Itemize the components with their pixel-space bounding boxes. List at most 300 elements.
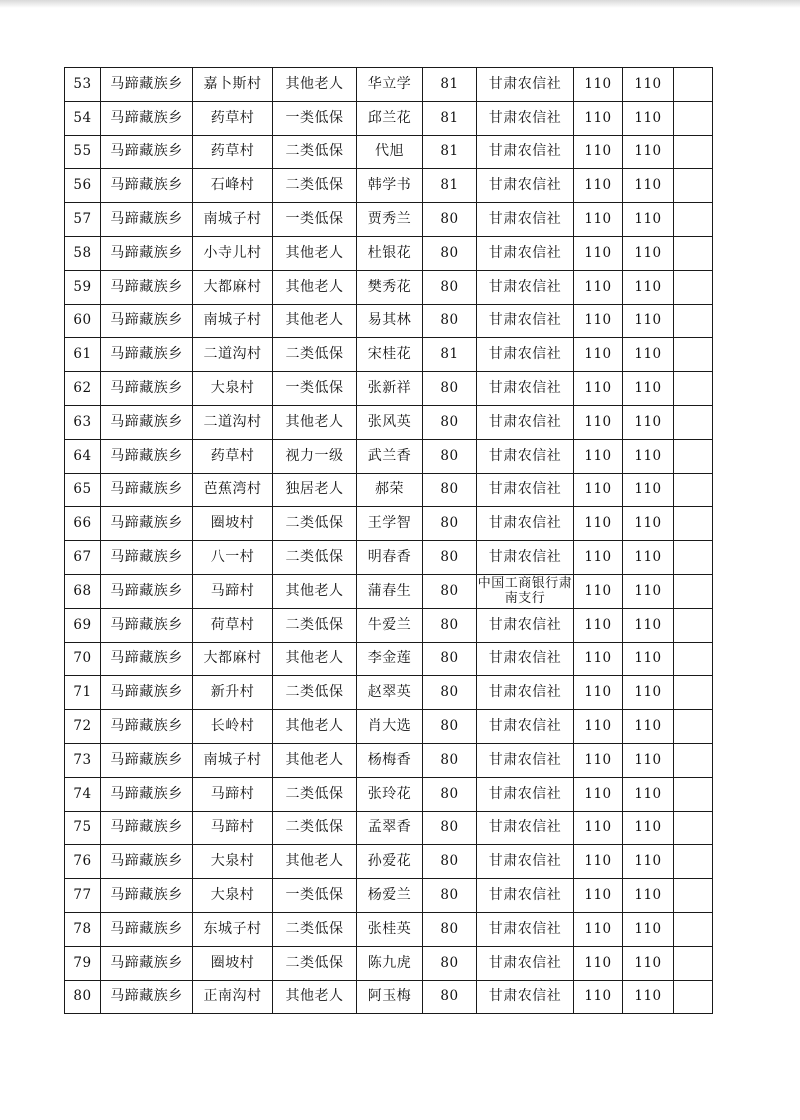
amount-cell: 110 — [623, 541, 674, 575]
village-cell: 大泉村 — [193, 372, 273, 406]
village-cell: 大都麻村 — [193, 270, 273, 304]
table-row — [65, 743, 713, 777]
amount-cell: 110 — [574, 304, 623, 338]
name-cell: 张风英 — [357, 405, 423, 439]
bank-cell: 甘肃农信社 — [477, 676, 574, 710]
name-cell: 牛爱兰 — [357, 608, 423, 642]
bank-cell: 甘肃农信社 — [477, 304, 574, 338]
village-cell: 马蹄村 — [193, 777, 273, 811]
table-row — [65, 304, 713, 338]
township-cell: 马蹄藏族乡 — [101, 676, 193, 710]
amount-cell: 110 — [623, 405, 674, 439]
bank-cell: 甘肃农信社 — [477, 372, 574, 406]
bank-cell: 甘肃农信社 — [477, 473, 574, 507]
table-row — [65, 541, 713, 575]
age-cell: 80 — [423, 608, 477, 642]
township-cell: 马蹄藏族乡 — [101, 203, 193, 237]
note-cell — [674, 710, 713, 744]
category-cell: 二类低保 — [273, 912, 357, 946]
row-number-cell: 68 — [65, 574, 101, 608]
table-row — [65, 777, 713, 811]
table-row — [65, 203, 713, 237]
beneficiary-table — [64, 67, 713, 1014]
age-cell: 81 — [423, 169, 477, 203]
age-cell: 80 — [423, 439, 477, 473]
row-number-cell: 58 — [65, 236, 101, 270]
village-cell: 东城子村 — [193, 912, 273, 946]
village-cell: 圈坡村 — [193, 507, 273, 541]
amount-cell: 110 — [574, 338, 623, 372]
amount-cell: 110 — [623, 101, 674, 135]
township-cell: 马蹄藏族乡 — [101, 473, 193, 507]
village-cell: 二道沟村 — [193, 405, 273, 439]
age-cell: 81 — [423, 68, 477, 102]
township-cell: 马蹄藏族乡 — [101, 135, 193, 169]
amount-cell: 110 — [623, 676, 674, 710]
row-number-cell: 70 — [65, 642, 101, 676]
note-cell — [674, 777, 713, 811]
row-number-cell: 53 — [65, 68, 101, 102]
bank-cell: 甘肃农信社 — [477, 405, 574, 439]
amount-cell: 110 — [574, 912, 623, 946]
row-number-cell: 69 — [65, 608, 101, 642]
amount-cell: 110 — [574, 135, 623, 169]
township-cell: 马蹄藏族乡 — [101, 608, 193, 642]
amount-cell: 110 — [623, 473, 674, 507]
amount-cell: 110 — [574, 777, 623, 811]
bank-cell: 甘肃农信社 — [477, 507, 574, 541]
name-cell: 明春香 — [357, 541, 423, 575]
name-cell: 韩学书 — [357, 169, 423, 203]
name-cell: 王学智 — [357, 507, 423, 541]
category-cell: 其他老人 — [273, 845, 357, 879]
name-cell: 蒲春生 — [357, 574, 423, 608]
amount-cell: 110 — [623, 879, 674, 913]
note-cell — [674, 912, 713, 946]
township-cell: 马蹄藏族乡 — [101, 405, 193, 439]
name-cell: 阿玉梅 — [357, 980, 423, 1014]
bank-cell: 甘肃农信社 — [477, 270, 574, 304]
township-cell: 马蹄藏族乡 — [101, 541, 193, 575]
name-cell: 张桂英 — [357, 912, 423, 946]
name-cell: 杨爱兰 — [357, 879, 423, 913]
township-cell: 马蹄藏族乡 — [101, 338, 193, 372]
amount-cell: 110 — [623, 507, 674, 541]
amount-cell: 110 — [623, 912, 674, 946]
age-cell: 80 — [423, 270, 477, 304]
category-cell: 一类低保 — [273, 372, 357, 406]
category-cell: 其他老人 — [273, 710, 357, 744]
name-cell: 宋桂花 — [357, 338, 423, 372]
bank-cell: 甘肃农信社 — [477, 811, 574, 845]
village-cell: 大泉村 — [193, 845, 273, 879]
township-cell: 马蹄藏族乡 — [101, 811, 193, 845]
age-cell: 80 — [423, 372, 477, 406]
age-cell: 81 — [423, 338, 477, 372]
township-cell: 马蹄藏族乡 — [101, 845, 193, 879]
note-cell — [674, 372, 713, 406]
category-cell: 二类低保 — [273, 507, 357, 541]
row-number-cell: 80 — [65, 980, 101, 1014]
note-cell — [674, 743, 713, 777]
township-cell: 马蹄藏族乡 — [101, 507, 193, 541]
bank-cell: 甘肃农信社 — [477, 236, 574, 270]
category-cell: 二类低保 — [273, 946, 357, 980]
table-row — [65, 912, 713, 946]
amount-cell: 110 — [574, 541, 623, 575]
amount-cell: 110 — [623, 777, 674, 811]
category-cell: 其他老人 — [273, 270, 357, 304]
table-row — [65, 405, 713, 439]
age-cell: 80 — [423, 912, 477, 946]
township-cell: 马蹄藏族乡 — [101, 270, 193, 304]
age-cell: 80 — [423, 777, 477, 811]
row-number-cell: 67 — [65, 541, 101, 575]
village-cell: 荷草村 — [193, 608, 273, 642]
amount-cell: 110 — [623, 439, 674, 473]
bank-cell: 甘肃农信社 — [477, 101, 574, 135]
village-cell: 石峰村 — [193, 169, 273, 203]
name-cell: 孙爱花 — [357, 845, 423, 879]
township-cell: 马蹄藏族乡 — [101, 642, 193, 676]
row-number-cell: 61 — [65, 338, 101, 372]
amount-cell: 110 — [623, 338, 674, 372]
category-cell: 一类低保 — [273, 879, 357, 913]
name-cell: 杨梅香 — [357, 743, 423, 777]
row-number-cell: 78 — [65, 912, 101, 946]
amount-cell: 110 — [574, 608, 623, 642]
row-number-cell: 63 — [65, 405, 101, 439]
amount-cell: 110 — [574, 270, 623, 304]
amount-cell: 110 — [623, 743, 674, 777]
bank-cell: 中国工商银行肃南支行 — [477, 576, 573, 607]
township-cell: 马蹄藏族乡 — [101, 169, 193, 203]
category-cell: 其他老人 — [273, 304, 357, 338]
bank-cell: 甘肃农信社 — [477, 845, 574, 879]
category-cell: 其他老人 — [273, 405, 357, 439]
village-cell: 大都麻村 — [193, 642, 273, 676]
name-cell: 张玲花 — [357, 777, 423, 811]
age-cell: 80 — [423, 405, 477, 439]
amount-cell: 110 — [623, 304, 674, 338]
category-cell: 其他老人 — [273, 236, 357, 270]
note-cell — [674, 811, 713, 845]
name-cell: 邱兰花 — [357, 101, 423, 135]
name-cell: 樊秀花 — [357, 270, 423, 304]
note-cell — [674, 608, 713, 642]
category-cell: 二类低保 — [273, 169, 357, 203]
township-cell: 马蹄藏族乡 — [101, 710, 193, 744]
bank-cell: 甘肃农信社 — [477, 946, 574, 980]
amount-cell: 110 — [574, 236, 623, 270]
age-cell: 80 — [423, 574, 477, 608]
row-number-cell: 79 — [65, 946, 101, 980]
note-cell — [674, 507, 713, 541]
bank-cell: 甘肃农信社 — [477, 169, 574, 203]
amount-cell: 110 — [623, 236, 674, 270]
age-cell: 80 — [423, 980, 477, 1014]
amount-cell: 110 — [623, 710, 674, 744]
note-cell — [674, 338, 713, 372]
category-cell: 二类低保 — [273, 135, 357, 169]
note-cell — [674, 676, 713, 710]
amount-cell: 110 — [574, 642, 623, 676]
amount-cell: 110 — [574, 473, 623, 507]
note-cell — [674, 473, 713, 507]
bank-cell: 甘肃农信社 — [477, 879, 574, 913]
age-cell: 80 — [423, 473, 477, 507]
name-cell: 肖大选 — [357, 710, 423, 744]
village-cell: 新升村 — [193, 676, 273, 710]
name-cell: 赵翠英 — [357, 676, 423, 710]
amount-cell: 110 — [574, 169, 623, 203]
category-cell: 其他老人 — [273, 743, 357, 777]
note-cell — [674, 946, 713, 980]
township-cell: 马蹄藏族乡 — [101, 777, 193, 811]
table-row — [65, 879, 713, 913]
amount-cell: 110 — [623, 608, 674, 642]
name-cell: 杜银花 — [357, 236, 423, 270]
amount-cell: 110 — [574, 203, 623, 237]
amount-cell: 110 — [623, 946, 674, 980]
note-cell — [674, 135, 713, 169]
category-cell: 二类低保 — [273, 338, 357, 372]
bank-cell: 甘肃农信社 — [477, 135, 574, 169]
village-cell: 小寺儿村 — [193, 236, 273, 270]
note-cell — [674, 101, 713, 135]
note-cell — [674, 203, 713, 237]
age-cell: 80 — [423, 946, 477, 980]
table-row — [65, 507, 713, 541]
age-cell: 80 — [423, 845, 477, 879]
age-cell: 80 — [423, 710, 477, 744]
amount-cell: 110 — [623, 574, 674, 608]
row-number-cell: 55 — [65, 135, 101, 169]
note-cell — [674, 405, 713, 439]
age-cell: 80 — [423, 304, 477, 338]
bank-cell: 甘肃农信社 — [477, 338, 574, 372]
row-number-cell: 62 — [65, 372, 101, 406]
name-cell: 华立学 — [357, 68, 423, 102]
row-number-cell: 57 — [65, 203, 101, 237]
age-cell: 80 — [423, 507, 477, 541]
village-cell: 马蹄村 — [193, 574, 273, 608]
township-cell: 马蹄藏族乡 — [101, 743, 193, 777]
village-cell: 南城子村 — [193, 743, 273, 777]
row-number-cell: 65 — [65, 473, 101, 507]
category-cell: 一类低保 — [273, 203, 357, 237]
row-number-cell: 71 — [65, 676, 101, 710]
name-cell: 陈九虎 — [357, 946, 423, 980]
category-cell: 独居老人 — [273, 473, 357, 507]
table-row — [65, 676, 713, 710]
note-cell — [674, 169, 713, 203]
note-cell — [674, 574, 713, 608]
bank-cell: 甘肃农信社 — [477, 912, 574, 946]
amount-cell: 110 — [574, 439, 623, 473]
table-row — [65, 135, 713, 169]
row-number-cell: 64 — [65, 439, 101, 473]
amount-cell: 110 — [574, 710, 623, 744]
village-cell: 嘉卜斯村 — [193, 68, 273, 102]
amount-cell: 110 — [574, 676, 623, 710]
bank-cell: 甘肃农信社 — [477, 743, 574, 777]
village-cell: 南城子村 — [193, 304, 273, 338]
village-cell: 二道沟村 — [193, 338, 273, 372]
township-cell: 马蹄藏族乡 — [101, 304, 193, 338]
village-cell: 八一村 — [193, 541, 273, 575]
table-row — [65, 236, 713, 270]
amount-cell: 110 — [574, 68, 623, 102]
township-cell: 马蹄藏族乡 — [101, 879, 193, 913]
amount-cell: 110 — [574, 101, 623, 135]
amount-cell: 110 — [574, 811, 623, 845]
village-cell: 芭蕉湾村 — [193, 473, 273, 507]
row-number-cell: 59 — [65, 270, 101, 304]
name-cell: 郝荣 — [357, 473, 423, 507]
table-row — [65, 811, 713, 845]
table-row — [65, 608, 713, 642]
name-cell: 张新祥 — [357, 372, 423, 406]
township-cell: 马蹄藏族乡 — [101, 574, 193, 608]
township-cell: 马蹄藏族乡 — [101, 236, 193, 270]
table-row — [65, 642, 713, 676]
village-cell: 大泉村 — [193, 879, 273, 913]
age-cell: 80 — [423, 236, 477, 270]
scan-edge — [0, 0, 800, 8]
amount-cell: 110 — [574, 372, 623, 406]
name-cell: 孟翠香 — [357, 811, 423, 845]
age-cell: 80 — [423, 811, 477, 845]
note-cell — [674, 879, 713, 913]
village-cell: 南城子村 — [193, 203, 273, 237]
table-row — [65, 473, 713, 507]
bank-cell: 甘肃农信社 — [477, 203, 574, 237]
amount-cell: 110 — [623, 203, 674, 237]
name-cell: 李金莲 — [357, 642, 423, 676]
amount-cell: 110 — [623, 68, 674, 102]
amount-cell: 110 — [574, 574, 623, 608]
category-cell: 二类低保 — [273, 676, 357, 710]
amount-cell: 110 — [623, 642, 674, 676]
note-cell — [674, 236, 713, 270]
category-cell: 其他老人 — [273, 68, 357, 102]
amount-cell: 110 — [623, 135, 674, 169]
name-cell: 易其林 — [357, 304, 423, 338]
amount-cell: 110 — [574, 879, 623, 913]
village-cell: 药草村 — [193, 101, 273, 135]
table-row — [65, 68, 713, 102]
township-cell: 马蹄藏族乡 — [101, 439, 193, 473]
row-number-cell: 54 — [65, 101, 101, 135]
table-row — [65, 169, 713, 203]
table-row — [65, 980, 713, 1014]
township-cell: 马蹄藏族乡 — [101, 946, 193, 980]
amount-cell: 110 — [623, 980, 674, 1014]
name-cell: 武兰香 — [357, 439, 423, 473]
township-cell: 马蹄藏族乡 — [101, 68, 193, 102]
age-cell: 80 — [423, 676, 477, 710]
table-row — [65, 574, 713, 608]
category-cell: 二类低保 — [273, 811, 357, 845]
note-cell — [674, 642, 713, 676]
name-cell: 贾秀兰 — [357, 203, 423, 237]
bank-cell: 甘肃农信社 — [477, 777, 574, 811]
bank-cell: 甘肃农信社 — [477, 642, 574, 676]
amount-cell: 110 — [574, 743, 623, 777]
village-cell: 马蹄村 — [193, 811, 273, 845]
category-cell: 其他老人 — [273, 642, 357, 676]
table-row — [65, 946, 713, 980]
bank-cell: 甘肃农信社 — [477, 710, 574, 744]
note-cell — [674, 270, 713, 304]
age-cell: 81 — [423, 135, 477, 169]
table-row — [65, 372, 713, 406]
category-cell: 其他老人 — [273, 574, 357, 608]
row-number-cell: 77 — [65, 879, 101, 913]
category-cell: 一类低保 — [273, 101, 357, 135]
amount-cell: 110 — [623, 845, 674, 879]
amount-cell: 110 — [623, 811, 674, 845]
row-number-cell: 76 — [65, 845, 101, 879]
row-number-cell: 72 — [65, 710, 101, 744]
amount-cell: 110 — [574, 405, 623, 439]
table-row — [65, 338, 713, 372]
village-cell: 药草村 — [193, 135, 273, 169]
amount-cell: 110 — [623, 270, 674, 304]
row-number-cell: 60 — [65, 304, 101, 338]
row-number-cell: 75 — [65, 811, 101, 845]
note-cell — [674, 980, 713, 1014]
age-cell: 80 — [423, 743, 477, 777]
village-cell: 药草村 — [193, 439, 273, 473]
amount-cell: 110 — [574, 980, 623, 1014]
category-cell: 二类低保 — [273, 608, 357, 642]
bank-cell: 甘肃农信社 — [477, 439, 574, 473]
township-cell: 马蹄藏族乡 — [101, 372, 193, 406]
township-cell: 马蹄藏族乡 — [101, 980, 193, 1014]
name-cell: 代旭 — [357, 135, 423, 169]
table-body — [65, 68, 713, 1014]
table-row — [65, 845, 713, 879]
note-cell — [674, 304, 713, 338]
category-cell: 二类低保 — [273, 541, 357, 575]
amount-cell: 110 — [574, 946, 623, 980]
table-row — [65, 101, 713, 135]
note-cell — [674, 541, 713, 575]
bank-cell: 甘肃农信社 — [477, 608, 574, 642]
category-cell: 其他老人 — [273, 980, 357, 1014]
note-cell — [674, 439, 713, 473]
row-number-cell: 56 — [65, 169, 101, 203]
age-cell: 80 — [423, 541, 477, 575]
table-row — [65, 270, 713, 304]
note-cell — [674, 68, 713, 102]
note-cell — [674, 845, 713, 879]
village-cell: 正南沟村 — [193, 980, 273, 1014]
age-cell: 80 — [423, 642, 477, 676]
bank-cell: 甘肃农信社 — [477, 541, 574, 575]
category-cell: 二类低保 — [273, 777, 357, 811]
age-cell: 81 — [423, 101, 477, 135]
village-cell: 圈坡村 — [193, 946, 273, 980]
age-cell: 80 — [423, 203, 477, 237]
row-number-cell: 73 — [65, 743, 101, 777]
amount-cell: 110 — [623, 169, 674, 203]
bank-cell: 甘肃农信社 — [477, 68, 574, 102]
category-cell: 视力一级 — [273, 439, 357, 473]
township-cell: 马蹄藏族乡 — [101, 912, 193, 946]
